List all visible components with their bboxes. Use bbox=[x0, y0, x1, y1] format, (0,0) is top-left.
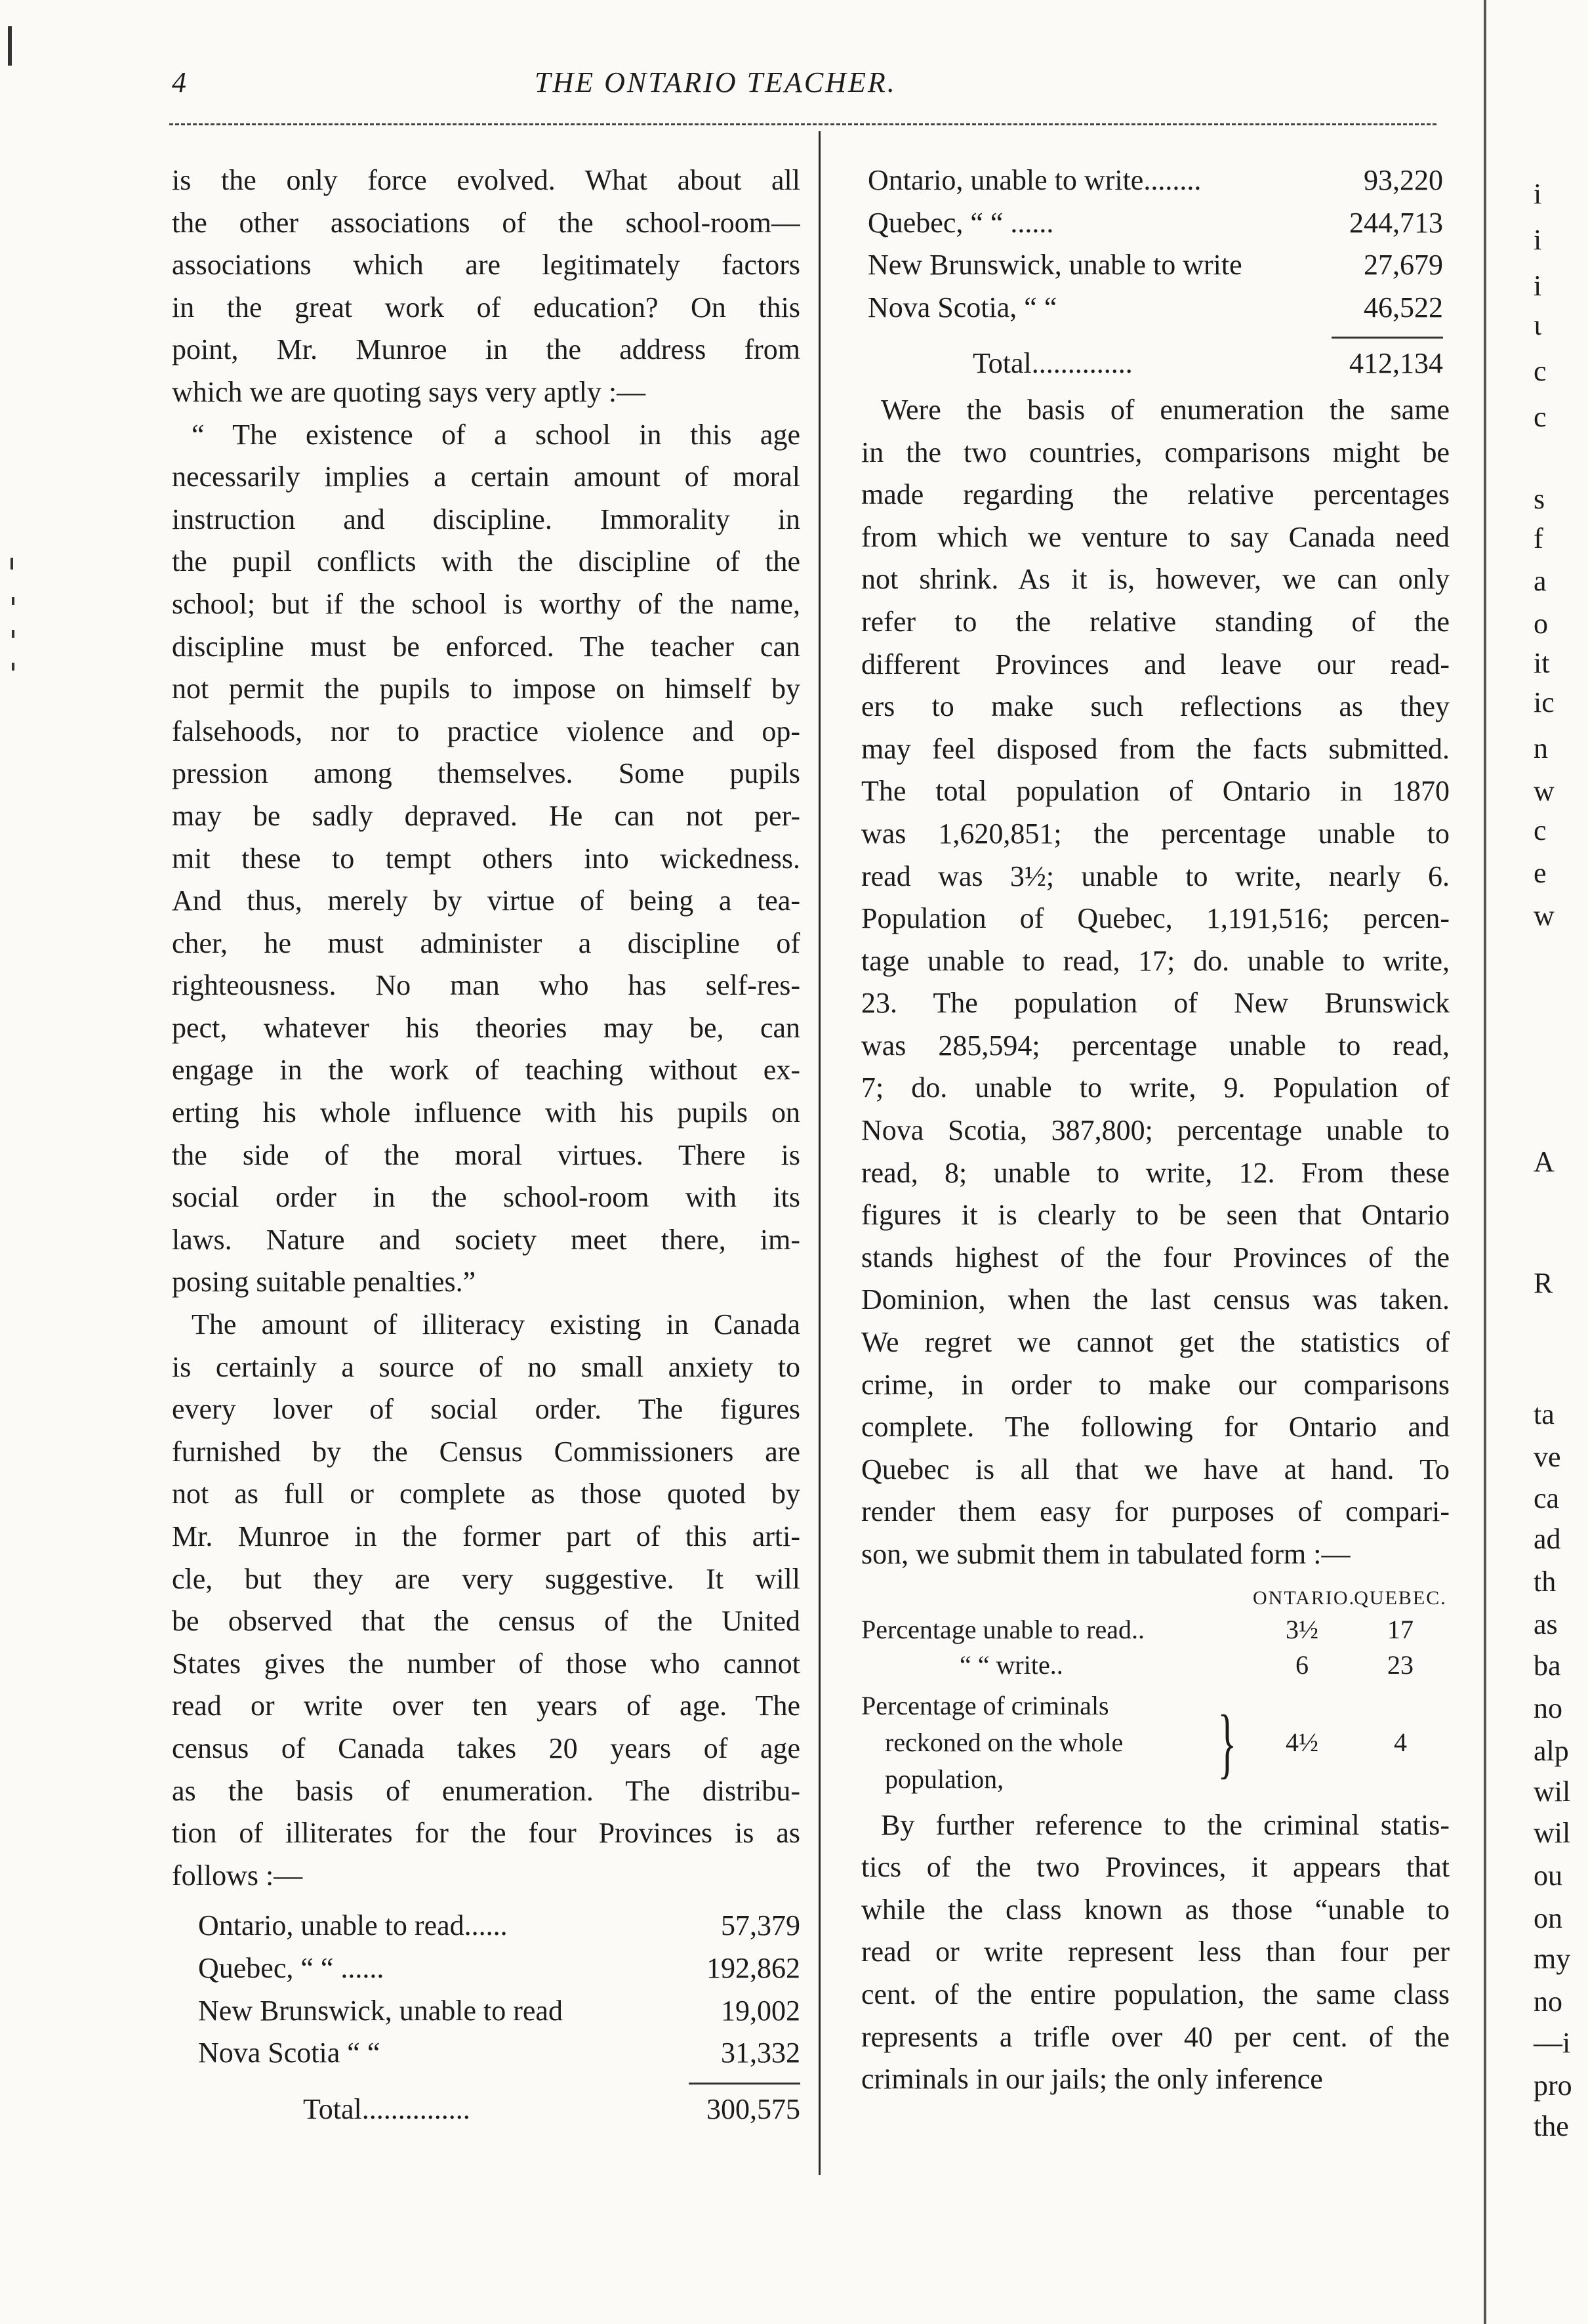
fragment-text: wil bbox=[1534, 1817, 1571, 1849]
quebec-value: 17 bbox=[1387, 1614, 1414, 1644]
text-line: necessarily implies a certain amount of moral bbox=[172, 461, 800, 493]
total-value: 412,134 bbox=[1349, 347, 1443, 380]
fragment-text: wil bbox=[1534, 1775, 1571, 1808]
text-line: engage in the work of teaching without ex- bbox=[172, 1054, 800, 1087]
text-line: read or write over ten years of age. The bbox=[172, 1690, 800, 1722]
row-label: Ontario, unable to read...... bbox=[198, 1909, 508, 1942]
fragment-text: c bbox=[1534, 355, 1547, 387]
row-label: Nova Scotia, “ “ bbox=[868, 291, 1057, 323]
table-row bbox=[868, 287, 1443, 329]
text-line: read was 3½; unable to write, nearly 6. bbox=[861, 860, 1450, 892]
text-line: mit these to tempt others into wickedness. bbox=[172, 842, 800, 875]
fragment-text: no bbox=[1534, 1692, 1562, 1724]
fragment-text: th bbox=[1534, 1566, 1557, 1598]
row-label: New Brunswick, unable to write bbox=[868, 249, 1242, 281]
text-line: instruction and discipline. Immorality in bbox=[172, 503, 800, 535]
comparison-row bbox=[861, 1688, 1450, 1798]
text-line: represents a trifle over 40 per cent. of the bbox=[861, 2020, 1450, 2053]
total-row bbox=[868, 342, 1443, 385]
row-label-line: population, bbox=[885, 1764, 1004, 1794]
fragment-text: no bbox=[1534, 1985, 1562, 2018]
text-line: point, Mr. Munroe in the address from bbox=[172, 333, 800, 366]
fragment-text: pro bbox=[1534, 2069, 1572, 2102]
row-label: Nova Scotia “ “ bbox=[198, 2037, 380, 2069]
comparison-header bbox=[861, 1580, 1450, 1611]
text-line: while the class known as those “unable to bbox=[861, 1893, 1450, 1926]
text-line: erting his whole influence with his pupils on bbox=[172, 1096, 800, 1129]
text-line: 7; do. unable to write, 9. Population of bbox=[861, 1071, 1450, 1104]
table-row bbox=[198, 2032, 800, 2075]
text-line: son, we submit them in tabulated form :— bbox=[861, 1538, 1351, 1570]
row-label bbox=[861, 1688, 1208, 1798]
fragment-text: ic bbox=[1534, 686, 1555, 718]
left-column bbox=[172, 159, 800, 2130]
text-line: crime, in order to make our comparisons bbox=[861, 1368, 1450, 1401]
fragment-text: i bbox=[1534, 270, 1542, 302]
fragment-text: f bbox=[1534, 522, 1543, 554]
text-line: the other associations of the school-room— bbox=[172, 206, 800, 239]
right-column bbox=[861, 159, 1450, 2101]
fragment-text: w bbox=[1534, 775, 1555, 807]
table-row bbox=[868, 202, 1443, 245]
text-line: States gives the number of those who cannot bbox=[172, 1647, 800, 1680]
header-ontario: ONTARIO. bbox=[1253, 1587, 1356, 1609]
comparison-row bbox=[861, 1647, 1450, 1682]
text-line: may feel disposed from the facts submitted. bbox=[861, 732, 1450, 765]
table-row bbox=[198, 1905, 800, 1947]
text-line: And thus, merely by virtue of being a tea- bbox=[172, 884, 800, 917]
ontario-value: 6 bbox=[1295, 1650, 1309, 1680]
row-label: “ “ write.. bbox=[960, 1650, 1063, 1680]
fragment-text: ba bbox=[1534, 1650, 1561, 1682]
text-line: read or write represent less than four per bbox=[861, 1936, 1450, 1968]
text-line: may be sadly depraved. He can not per- bbox=[172, 799, 800, 832]
fragment-text: it bbox=[1534, 647, 1550, 679]
text-line: “ The existence of a school in this age bbox=[192, 418, 800, 451]
column-divider bbox=[819, 131, 821, 2175]
brace-icon: } bbox=[1217, 1698, 1237, 1786]
text-line: from which we venture to say Canada need bbox=[861, 520, 1450, 553]
fragment-text: ca bbox=[1534, 1482, 1560, 1514]
text-line: not permit the pupils to impose on himself by bbox=[172, 673, 800, 705]
text-line: We regret we cannot get the statistics of bbox=[861, 1326, 1450, 1359]
text-line: Mr. Munroe in the former part of this arti- bbox=[172, 1520, 800, 1552]
row-label: Quebec, “ “ ...... bbox=[198, 1951, 384, 1984]
fragment-text: the bbox=[1534, 2110, 1569, 2142]
row-label: Ontario, unable to write........ bbox=[868, 164, 1202, 196]
ontario-value: 4½ bbox=[1286, 1727, 1318, 1757]
row-value: 27,679 bbox=[1364, 249, 1443, 281]
text-line: 23. The population of New Brunswick bbox=[861, 987, 1450, 1020]
paragraph-intro bbox=[172, 159, 800, 414]
text-line: criminals in our jails; the only inference bbox=[861, 2063, 1323, 2096]
total-label: Total............... bbox=[303, 2092, 470, 2125]
text-line: ers to make such reflections as they bbox=[861, 690, 1450, 723]
row-value: 192,862 bbox=[706, 1951, 800, 1984]
scan-mark bbox=[10, 558, 13, 570]
total-row bbox=[198, 2088, 800, 2131]
fragment-text: ta bbox=[1534, 1398, 1555, 1430]
text-line: pression among themselves. Some pupils bbox=[172, 757, 800, 790]
fragment-text: A bbox=[1534, 1146, 1555, 1178]
text-line: the pupil conflicts with the discipline of the bbox=[172, 545, 800, 578]
text-line: every lover of social order. The figures bbox=[172, 1393, 800, 1426]
text-line: The total population of Ontario in 1870 bbox=[861, 775, 1450, 808]
comparison-row bbox=[861, 1611, 1450, 1647]
fragment-text: i bbox=[1534, 224, 1542, 256]
text-line: complete. The following for Ontario and bbox=[861, 1411, 1450, 1443]
fragment-text: a bbox=[1534, 565, 1547, 597]
text-line: figures it is clearly to be seen that Ontario bbox=[861, 1199, 1450, 1232]
text-line: school; but if the school is worthy of the name, bbox=[172, 587, 800, 620]
text-line: refer to the relative standing of the bbox=[861, 605, 1450, 638]
unable-to-write-table bbox=[861, 159, 1450, 385]
total-rule bbox=[689, 2083, 800, 2085]
row-label: Quebec, “ “ ...... bbox=[868, 206, 1054, 239]
fragment-text: e bbox=[1534, 857, 1547, 889]
row-label-line: Percentage of criminals bbox=[861, 1690, 1109, 1720]
text-line: be observed that the census of the United bbox=[172, 1605, 800, 1638]
running-title: THE ONTARIO TEACHER. bbox=[535, 66, 897, 98]
text-line: as the basis of enumeration. The distribu- bbox=[172, 1774, 800, 1807]
total-value: 300,575 bbox=[706, 2092, 800, 2125]
text-line: falsehoods, nor to practice violence and op- bbox=[172, 715, 800, 747]
text-line: tics of the two Provinces, it appears that bbox=[861, 1851, 1450, 1884]
text-line: render them easy for purposes of compari- bbox=[861, 1495, 1450, 1528]
paragraph-criminal-statistics bbox=[861, 1804, 1450, 2101]
fragment-text: R bbox=[1534, 1267, 1553, 1299]
header-rule bbox=[169, 123, 1436, 125]
text-line: cher, he must administer a discipline of bbox=[172, 926, 800, 959]
table-row bbox=[198, 1947, 800, 1990]
text-line: Population of Quebec, 1,191,516; percen- bbox=[861, 902, 1450, 935]
fragment-text: o bbox=[1534, 608, 1548, 640]
total-label: Total.............. bbox=[973, 347, 1133, 380]
fragment-text: on bbox=[1534, 1902, 1562, 1934]
fragment-text: c bbox=[1534, 401, 1547, 433]
text-line: was 1,620,851; the percentage unable to bbox=[861, 817, 1450, 850]
fragment-text: ve bbox=[1534, 1441, 1561, 1473]
text-line: cent. of the entire population, the same class bbox=[861, 1978, 1450, 2010]
header-quebec: QUEBEC. bbox=[1354, 1587, 1447, 1609]
scan-mark bbox=[12, 663, 14, 671]
table-row bbox=[868, 244, 1443, 287]
text-line: in the great work of education? On this bbox=[172, 291, 800, 323]
comparison-table bbox=[861, 1580, 1450, 1798]
text-line: the side of the moral virtues. There is bbox=[172, 1138, 800, 1171]
fragment-text: ι bbox=[1534, 309, 1541, 341]
text-line: not shrink. As it is, however, we can only bbox=[861, 563, 1450, 596]
text-line: furnished by the Census Commissioners are bbox=[172, 1435, 800, 1468]
fragment-text: ou bbox=[1534, 1859, 1562, 1892]
page-number: 4 bbox=[172, 66, 186, 98]
quebec-value: 4 bbox=[1394, 1727, 1407, 1757]
row-value: 19,002 bbox=[721, 1994, 800, 2027]
row-label: Percentage unable to read.. bbox=[861, 1614, 1145, 1644]
unable-to-read-table bbox=[172, 1897, 800, 2130]
text-line: in the two countries, comparisons might be bbox=[861, 436, 1450, 468]
text-line: is certainly a source of no small anxiety to bbox=[172, 1350, 800, 1383]
text-line: By further reference to the criminal statis- bbox=[881, 1808, 1450, 1841]
fragment-text: as bbox=[1534, 1608, 1558, 1640]
row-value: 244,713 bbox=[1349, 206, 1443, 239]
text-line: associations which are legitimately factors bbox=[172, 249, 800, 281]
fragment-text: my bbox=[1534, 1943, 1571, 1975]
fragment-text: —i bbox=[1534, 2027, 1571, 2059]
text-line: tage unable to read, 17; do. unable to write, bbox=[861, 944, 1450, 977]
text-line: laws. Nature and society meet there, im- bbox=[172, 1223, 800, 1256]
ontario-value: 3½ bbox=[1286, 1614, 1318, 1644]
fragment-text: ad bbox=[1534, 1523, 1561, 1555]
fragment-text: s bbox=[1534, 483, 1545, 515]
text-line: follows :— bbox=[172, 1859, 303, 1892]
text-line: which we are quoting says very aptly :— bbox=[172, 375, 646, 408]
row-label: New Brunswick, unable to read bbox=[198, 1994, 563, 2027]
text-line: is the only force evolved. What about all bbox=[172, 164, 800, 196]
fragment-text: c bbox=[1534, 814, 1547, 846]
text-line: not as full or complete as those quoted by bbox=[172, 1478, 800, 1510]
text-line: Nova Scotia, 387,800; percentage unable to bbox=[861, 1114, 1450, 1147]
text-line: pect, whatever his theories may be, can bbox=[172, 1011, 800, 1044]
text-line: discipline must be enforced. The teacher can bbox=[172, 630, 800, 663]
text-line: tion of illiterates for the four Provinces is as bbox=[172, 1817, 800, 1850]
total-rule bbox=[1332, 337, 1443, 339]
fragment-text: n bbox=[1534, 732, 1548, 764]
text-line: was 285,594; percentage unable to read, bbox=[861, 1029, 1450, 1062]
fragment-text: alp bbox=[1534, 1735, 1569, 1767]
fragment-text: i bbox=[1534, 178, 1542, 210]
text-line: posing suitable penalties.” bbox=[172, 1266, 476, 1298]
text-line: social order in the school-room with its bbox=[172, 1181, 800, 1214]
paragraph-illiteracy bbox=[172, 1304, 800, 1897]
text-line: made regarding the relative percentages bbox=[861, 478, 1450, 511]
row-label-line: reckoned on the whole bbox=[885, 1727, 1124, 1757]
text-line: different Provinces and leave our read- bbox=[861, 648, 1450, 680]
text-line: righteousness. No man who has self-res- bbox=[172, 969, 800, 1002]
quebec-value: 23 bbox=[1387, 1650, 1414, 1680]
adjacent-page-fragment bbox=[1471, 0, 1588, 2324]
text-line: Quebec is all that we have at hand. To bbox=[861, 1453, 1450, 1485]
text-line: Dominion, when the last census was taken. bbox=[861, 1283, 1450, 1316]
table-row bbox=[198, 1990, 800, 2033]
text-line: The amount of illiteracy existing in Canada bbox=[192, 1308, 800, 1341]
paragraph-enumeration bbox=[861, 389, 1450, 1576]
text-line: census of Canada takes 20 years of age bbox=[172, 1732, 800, 1764]
scan-mark bbox=[12, 597, 14, 605]
table-row bbox=[868, 159, 1443, 202]
row-value: 93,220 bbox=[1364, 164, 1443, 196]
fragment-text: w bbox=[1534, 900, 1555, 932]
text-line: cle, but they are very suggestive. It will bbox=[172, 1562, 800, 1595]
row-value: 57,379 bbox=[721, 1909, 800, 1942]
scan-mark bbox=[8, 26, 12, 66]
row-value: 46,522 bbox=[1364, 291, 1443, 323]
text-line: read, 8; unable to write, 12. From these bbox=[861, 1156, 1450, 1189]
text-line: stands highest of the four Provinces of the bbox=[861, 1241, 1450, 1274]
scan-mark bbox=[12, 630, 14, 638]
text-line: Were the basis of enumeration the same bbox=[881, 393, 1450, 426]
row-value: 31,332 bbox=[721, 2037, 800, 2069]
munroe-quote bbox=[172, 414, 800, 1304]
